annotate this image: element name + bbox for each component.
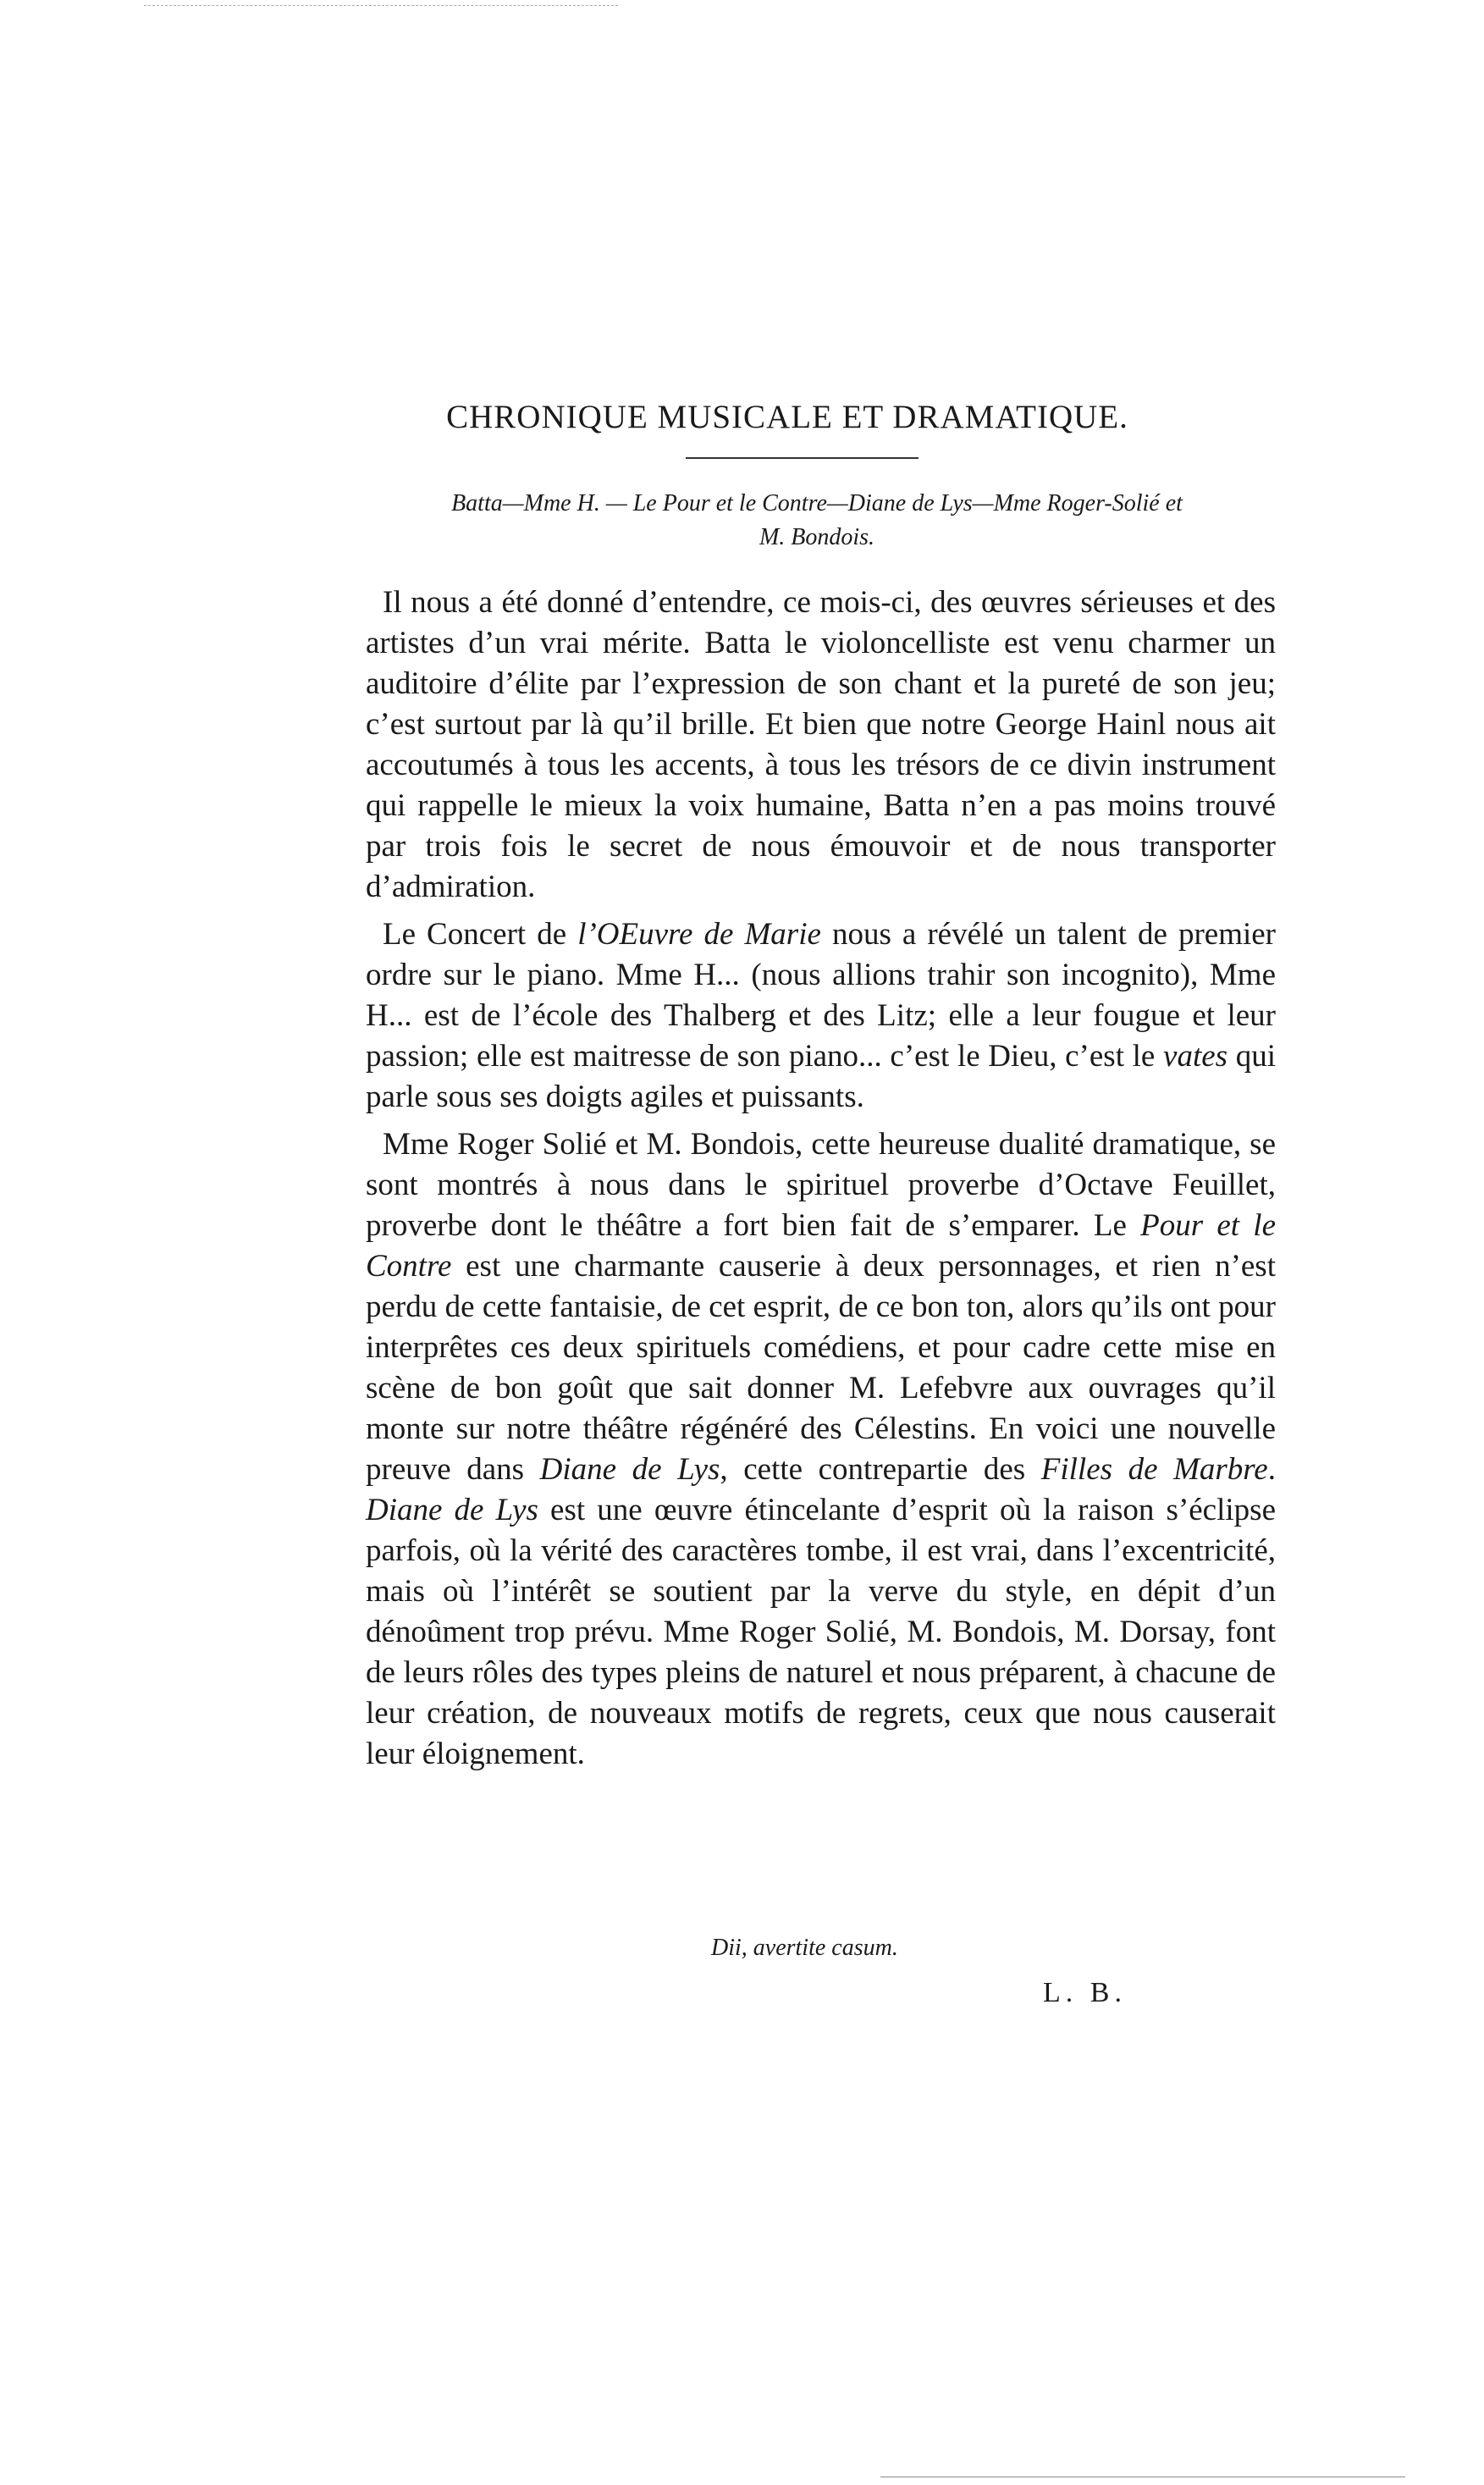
title-divider	[686, 457, 919, 459]
work-title-diane-de-lys: Diane de Lys	[539, 1452, 720, 1487]
work-title-oeuvre-de-marie: l’OEuvre de Marie	[577, 917, 821, 952]
paragraph-3-text-c: , cette contrepartie des	[720, 1452, 1041, 1487]
author-signature: L. B.	[1043, 1977, 1127, 2008]
paragraph-1: Il nous a été donné d’entendre, ce mois-ci, des œuvres sérieuses et des artistes d’un vrai mérite. Batta le violoncelliste est venu charmer un auditoire d’élite par l’expression de son chant et la pureté de son jeu; c’est surtout par là qu’il brille. Et bien que notre George Hainl nous ait accoutumés à tous les accents, à tous les trésors de ce divin instrument qui rappelle le mieux la voix humaine, Batta n’en a pas moins trouvé par trois fois le secret de nous émouvoir et de nous transporter d’admiration.	[366, 585, 1276, 904]
paragraph-2	[366, 914, 1276, 1118]
paragraph-3-text-d: .	[1267, 1452, 1276, 1487]
closing-quote: Dii, avertite casum.	[711, 1935, 898, 1961]
work-title-diane-de-lys-2: Diane de Lys	[366, 1493, 538, 1527]
paragraph-3-text-e: est une œuvre étincelante d’esprit où la raison s’éclipse parfois, où la vérité des caractères tombe, il est vrai, dans l’excentricité, mais où l’intérêt se soutient par la verve du style, en dépit d’un dénoûment trop prévu. Mme Roger Solié, M. Bondois, M. Dorsay, font de leurs rôles des types pleins de naturel et nous préparent, à chacune de leur création, de nouveaux motifs de regrets, ceux que nous causerait leur éloignement.	[366, 1493, 1276, 1771]
latin-vates: vates	[1163, 1039, 1228, 1074]
article-subtitle	[360, 487, 1274, 555]
paragraph-2-text-a: Le Concert de	[383, 917, 578, 952]
paragraph-2-text-c: qui parle sous ses doigts agiles et puissants.	[366, 1039, 1276, 1114]
work-title-filles-de-marbre: Filles de Marbre	[1040, 1452, 1268, 1487]
paragraph-3-text-b: est une charmante causerie à deux personnages, et rien n’est perdu de cette fantaisie, de cet esprit, de ce bon ton, alors qu’ils ont pour interprêtes ces deux spirituels comédiens, et pour cadre cette mise en scène de bon goût que sait donner M. Lefebvre aux ouvrages qu’il monte sur notre théâtre régénéré des Célestins. En voici une nouvelle preuve dans	[366, 1249, 1276, 1487]
subtitle-line-1: Batta—Mme H. — Le Pour et le Contre—Diane de Lys—Mme Roger-Solié et	[451, 490, 1183, 516]
page-title: CHRONIQUE MUSICALE ET DRAMATIQUE.	[446, 399, 1128, 435]
subtitle-line-2: M. Bondois.	[759, 524, 875, 550]
paragraph-3	[366, 1124, 1276, 1775]
paragraph-2-text-b: nous a révélé un talent de premier ordre sur le piano. Mme H... (nous allions trahir son incognito), Mme H... est de l’école des Thalberg et des Litz; elle a leur fougue et leur passion; elle est maitresse de son piano... c’est le Dieu, c’est le	[366, 917, 1277, 1074]
page-edge-marks	[144, 5, 618, 6]
paragraph-3-text-a: Mme Roger Solié et M. Bondois, cette heureuse dualité dramatique, se sont montrés à nous dans le spirituel proverbe d’Octave Feuillet, proverbe dont le théâtre a fort bien fait de s’emparer. Le	[366, 1127, 1276, 1243]
article-body	[366, 583, 1276, 1781]
work-title-pour-et-contre: Pour et le Contre	[366, 1208, 1277, 1284]
